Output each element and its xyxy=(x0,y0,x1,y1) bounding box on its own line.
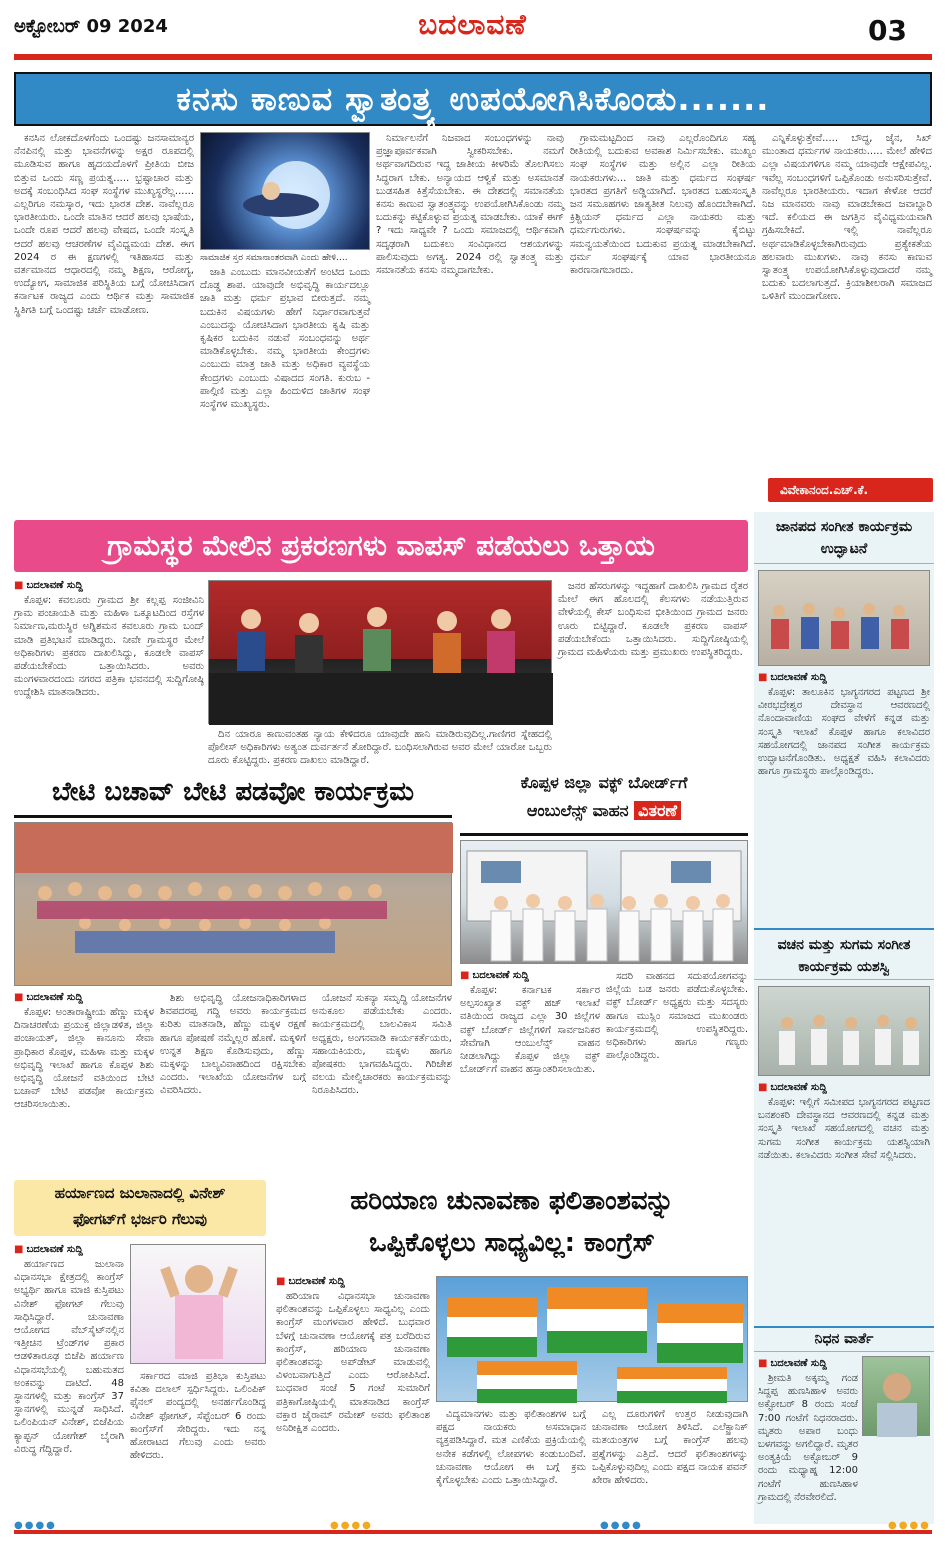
page-number: 03 xyxy=(868,14,907,47)
story5-headline xyxy=(14,1180,266,1236)
sidebar-box1-text-body: ಕೊಪ್ಪಳ: ತಾಲೂಕಿನ ಭಾಗ್ಯನಗರದ ಪಟ್ಟಣದ ಶ್ರೀ ವೀರಭದ್ರೇಶ್ವರ ದೇವಸ್ಥಾನ ಆವರಣದಲ್ಲಿ ನೊಂದಾವಾಣಿಯ ಸಂಘದ ವೇಳೆಗೆ ಕನ್ನಡ ಮತ್ತು ಸಂಸ್ಕೃತಿ ಇಲಾಖೆ ಕೊಪ್ಪಳ ಹಾಗೂ ಕಲಾವಿದರ ಸಹಯೋಗದಲ್ಲಿ ಜಾನಪದ ಸಂಗೀತ ಕಾರ್ಯಕ್ರಮ ಉದ್ಘಾಟನೆಗೊಂಡಿತು. ಅಧ್ಯಕ್ಷತೆ ವಹಿಸಿ ಕಲಾವಿದರು ಹಾಗೂ ಗ್ರಾಮಸ್ಥರು ಪಾಲ್ಗೊಂಡಿದ್ದರು. xyxy=(758,687,930,778)
story5-headline-line2: ಫೋಗಟ್‌ಗೆ ಭರ್ಜರಿ ಗೆಲುವು xyxy=(72,1210,207,1228)
story5-col-1 xyxy=(14,1258,124,1524)
sidebar-box1-byline-text: ಬದಲಾವಣೆ ಸುದ್ದಿ xyxy=(770,672,827,683)
story3-col-2-text: ಶಿಶು ಅಭಿವೃದ್ಧಿ ಯೋಜನಾಧಿಕಾರಿಗಳಾದ ಶಿವಪದರಪ್ಪ ಗದ್ದಿ ಅವರು ಕಾರ್ಯಕ್ರಮದ ಕುರಿತು ಮಾತನಾಡಿ, ಹೆಣ್ಣು ಮಕ್ಕಳ ರಕ್ಷಣೆ ಹಾಗೂ ಪೋಷಣೆ ನಮ್ಮೆಲ್ಲರ ಹೊಣೆ. ಮಕ್ಕಳಿಗೆ ಉನ್ನತ ಶಿಕ್ಷಣ ಕೊಡಿಸುವುದು, ಹೆಣ್ಣು ಮಕ್ಕಳನ್ನು ಬಾಲ್ಯವಿವಾಹದಿಂದ ರಕ್ಷಿಸಬೇಕು ಎಂದರು. ಇಲಾಖೆಯ ಯೋಜನೆಗಳ ಬಗ್ಗೆ ವಿವರಿಸಿದರು. xyxy=(160,993,306,1097)
issue-date: ಅಕ್ಟೋಬರ್ 09 2024 xyxy=(14,16,168,37)
lead-col-1 xyxy=(14,132,194,510)
crowd-illustration-icon xyxy=(15,823,453,987)
sidebar-box2-title: ವಚನ ಮತ್ತು ಸುಗಮ ಸಂಗೀತ ಕಾರ್ಯಕ್ರಮ ಯಶಸ್ವಿ xyxy=(754,928,934,980)
story5-col-2-text: ಸರ್ಕಾರದ ಮಾಜಿ ಪ್ರತಿಭಾ ಕುಸ್ತಿಪಟು ಕವಿತಾ ದಲಾಲ್ ಸ್ಪರ್ಧಿಸಿದ್ದರು. ಒಲಿಂಪಿಕ್ ಫೈನಲ್ ಪಂದ್ಯದಲ್ಲಿ ಅನರ್ಹಗೊಂಡಿದ್ದ ವಿನೇಶ್ ಫೋಗಟ್, ಸೆಪ್ಟೆಂಬರ್ 6 ರಂದು ಕಾಂಗ್ರೆಸ್‌ಗೆ ಸೇರಿದ್ದರು. ಇದು ನನ್ನ ಹೋರಾಟದ ಗೆಲುವು ಎಂದು ಅವರು ಹೇಳಿದರು. xyxy=(130,1371,266,1462)
sidebar-box3-text-body: ಶ್ರೀಮತಿ ಅಕ್ಕಮ್ಮ ಗಂಡ ಸಿದ್ದಪ್ಪ ಹುಣಸಿಹಾಳ ಅವರು ಅಕ್ಟೋಬರ್ 8 ರಂದು ಸಂಜೆ 7:00 ಗಂಟೆಗೆ ನಿಧನರಾದರು. ಮೃತರು ಅಪಾರ ಬಂಧು ಬಳಗವನ್ನು ಅಗಲಿದ್ದಾರೆ. ಮೃತರ ಅಂತ್ಯಕ್ರಿಯೆ ಅಕ್ಟೋಬರ್ 9 ರಂದು ಮಧ್ಯಾಹ್ನ 12:00 ಗಂಟೆಗೆ ಹುಣಸಿಹಾಳ ಗ್ರಾಮದಲ್ಲಿ ನೆರವೇರಲಿದೆ. xyxy=(758,1373,858,1503)
story3-col-3 xyxy=(312,992,452,1168)
author-signature: ವಿವೇಕಾನಂದ.ಎಚ್.ಕೆ. xyxy=(768,478,933,502)
story5-byline-text: ಬದಲಾವಣೆ ಸುದ್ದಿ xyxy=(26,1244,83,1255)
lead-col-4-text: ಗ್ರಾಮಮಟ್ಟದಿಂದ ನಾವು ಎಲ್ಲರೊಂದಿಗೂ ಸಹ್ಯ ರೀತಿಯಲ್ಲಿ ಬದುಕುವ ಅವಕಾಶ ನಿರ್ಮಿಸಬೇಕು. ಮುಖ್ಯಂ ಸಂಘ ಸಂಸ್ಥೆಗಳ ಮತ್ತು ಅಲ್ಲಿನ ಎಲ್ಲಾ ರೀತಿಯ ನಾಯಕರುಗಳು... ಜಾತಿ ಮತ್ತು ಧರ್ಮದ ಸಂಘರ್ಷ ಭಾರತದ ಪ್ರಗತಿಗೆ ಅಡ್ಡಿಯಾಗಿದೆ. ಭಾರತದ ಬಹುಸಂಸ್ಕೃತಿ ಜನ ಸಮೂಹಗಳು ಜಾತ್ಯತೀತ ನಿಲುವು ಹೊಂದಬೇಕಾಗಿದೆ. ಕ್ರಿಶ್ಚಿಯನ್ ಧರ್ಮದ ಎಲ್ಲಾ ನಾಯಕರು ಮತ್ತು ಧರ್ಮಗುರುಗಳು. ಸಂಘರ್ಷವನ್ನು ಕೈಬಿಟ್ಟು ಸಮನ್ವಯತೆಯಿಂದ ಬದುಕುವ ಪ್ರಯತ್ನ ಮಾಡಬೇಕಾಗಿದೆ. ಧರ್ಮ ಸಂಘರ್ಷಕ್ಕೆ ಯಾವ ಭಾರತೀಯನೂ ಕಾರಣನಾಗಬಾರದು. xyxy=(570,133,756,277)
story2-lead-text: ಕೊಪ್ಪಳ: ಕವಲೂರು ಗ್ರಾಮದ ಶ್ರೀ ಕಲ್ಲಪ್ಪ ಸಂಜೀವಿನಿ ಗ್ರಾಮ ಪಂಚಾಯತಿ ಮತ್ತು ಮಹಿಳಾ ಒಕ್ಕೂಟದಿಂದ ರಸ್ತೆಗಳ ನಿರ್ಮಾಣ,ಮರುಸ್ಥಿರ ಅಗ್ನಿಶಮನ ಕವಲೂರು ಗ್ರಾಮ ಬಂದ್ ಮಾಡಿ ಪ್ರತಿಭಟನೆ ಮಾಡಿದ್ದರು. ನೀವೇ ಗ್ರಾಮಸ್ಥರ ಮೇಲೆ ಅಧಿಕಾರಿಗಳು ಪ್ರಕರಣ ದಾಖಲಿಸಿದ್ದು, ಕೂಡಲೇ ವಾಪಸ್ ಪಡೆಯಬೇಕೆಂದು ಒತ್ತಾಯಿಸಿದರು. ಅವರು ಮಂಗಳವಾರದಂದು ನಗರದ ಪತ್ರಿಕಾ ಭವನದಲ್ಲಿ ಸುದ್ದಿಗೋಷ್ಠಿ ಉದ್ದೇಶಿಸಿ ಮಾತನಾಡಿದರು. xyxy=(14,595,204,699)
sidebar-box1-photo xyxy=(758,570,930,666)
story6-byline: ■ ಬದಲಾವಣೆ ಸುದ್ದಿ xyxy=(276,1276,345,1287)
story4-headline xyxy=(460,770,748,836)
story5-byline: ■ ಬದಲಾವಣೆ ಸುದ್ದಿ xyxy=(14,1244,83,1255)
lead-col-4 xyxy=(570,132,756,510)
sidebar-box2-byline-text: ಬದಲಾವಣೆ ಸುದ್ದಿ xyxy=(770,1082,827,1093)
story2-below-photo xyxy=(208,728,552,767)
women-group-illustration-icon xyxy=(209,581,553,725)
story4-photo-ambulance xyxy=(460,840,748,964)
story3-byline: ■ ಬದಲಾವಣೆ ಸುದ್ದಿ xyxy=(14,992,83,1003)
story6-headline xyxy=(276,1180,748,1268)
lead-headline: ಕನಸು ಕಾಣುವ ಸ್ವಾತಂತ್ರ್ಯ ಉಪಯೋಗಿಸಿಕೊಂಡು....... xyxy=(14,72,932,126)
sidebar-box3-byline-text: ಬದಲಾವಣೆ ಸುದ್ದಿ xyxy=(770,1358,827,1369)
sidebar-box3-title: ನಿಧನ ವಾರ್ತೆ xyxy=(754,1326,934,1352)
sidebar-box2-text xyxy=(758,1096,930,1320)
story6-headline-line2: ಒಪ್ಪಿಕೊಳ್ಳಲು ಸಾಧ್ಯವಿಲ್ಲ: ಕಾಂಗ್ರೆಸ್ xyxy=(369,1228,655,1258)
story6-col-1 xyxy=(276,1290,430,1524)
story4-byline: ■ ಬದಲಾವಣೆ ಸುದ್ದಿ xyxy=(460,970,529,981)
newspaper-logo: ಬದಲಾವಣೆ xyxy=(418,8,527,41)
story2-right-col xyxy=(558,580,748,760)
party-flags-illustration-icon xyxy=(437,1277,749,1403)
story5-headline-line1: ಹರ್ಯಾಣದ ಜುಲಾನಾದಲ್ಲಿ ವಿನೇಶ್ xyxy=(54,1184,226,1202)
story4-headline-line1: ಕೊಪ್ಪಳ ಜಿಲ್ಲಾ ವಕ್ಫ್ ಬೋರ್ಡ್‌ಗೆ xyxy=(520,773,688,792)
story2-photo-press-meet xyxy=(208,580,552,724)
portrait-illustration-icon xyxy=(863,1357,931,1437)
story4-headline-highlight: ವಿತರಣೆ xyxy=(634,801,681,820)
person-waving-illustration-icon xyxy=(131,1245,267,1365)
sidebar-box2-byline: ■ ಬದಲಾವಣೆ ಸುದ್ದಿ xyxy=(758,1082,827,1093)
lead-col-2-text: ಜಾತಿ ಎಂಬುದು ಮಾನವೀಯತೆಗೆ ಅಂಟಿದ ಒಂದು ದೊಡ್ಡ ಶಾಪ. ಯಾವುದೇ ಅಭಿವೃದ್ಧಿ ಕಾರ್ಯದಲ್ಲೂ ಜಾತಿ ಮತ್ತು ಧರ್ಮ ಪ್ರಭಾವ ಬೀರುತ್ತದೆ. ನಮ್ಮ ಬದುಕಿನ ವಿಷಯಗಳು ಹೇಗೆ ನಿರ್ಧಾರವಾಗುತ್ತವೆ ಎಂಬುದನ್ನು ಯೋಚಿಸಿದಾಗ ಭಾರತೀಯ ಕೃಷಿ ಮತ್ತು ಕೃಷಿಕರ ಬದುಕಿನ ನಡುವೆ ಸಂಬಂಧವನ್ನು ಅರ್ಥ ಮಾಡಿಕೊಳ್ಳಬೇಕು. ನಮ್ಮ ಭಾರತೀಯ ಕೇಂದ್ರಗಳು ಎಂಬುದು ಮಾತ್ರ ಜಾತಿ ಮತ್ತು ಅಧಿಕಾರ ವ್ಯವಸ್ಥೆಯ ಕೇಂದ್ರಗಳು ಎಂಬುದು ವಿಷಾದದ ಸಂಗತಿ. ಕುರುಬ - ಪಾಲ್ಗಿಣಿ ಮತ್ತು ಎಲ್ಲಾ ಹಿಂದುಳಿದ ಜಾತಿಗಳ ಸಂಘ ಸಂಸ್ಥೆಗಳ ಮುಖ್ಯಸ್ಥರು. xyxy=(200,267,370,411)
header-rule xyxy=(14,54,932,60)
story6-col-2 xyxy=(436,1408,586,1524)
story3-byline-text: ಬದಲಾವಣೆ ಸುದ್ದಿ xyxy=(26,992,83,1003)
ambulance-group-illustration-icon xyxy=(461,841,749,965)
story3-col-2 xyxy=(160,992,306,1168)
lead-col-5-text: ಎನ್ನಿಕೊಳ್ಳುತ್ತೇವೆ..... ಬೌದ್ಧ, ಜೈನ, ಸಿಖ್ ಮುಂತಾದ ಧರ್ಮಗಳ ನಾಯಕರು..... ಮೇಲೆ ಹೇಳಿದ ಎಲ್ಲಾ ವಿಷಯಗಳಿಗೂ ನಮ್ಮ ಯಾವುದೇ ಆಕ್ಷೇಪವಿಲ್ಲ. ಇವೆಲ್ಲ ಸಂಬಂಧಗಳಿಗೆ ಒಪ್ಪಿಕೊಂಡು ಅನುಸರಿಸುತ್ತೇವೆ. ನಾವೆಲ್ಲರೂ ಭಾರತೀಯರು. ಇದಾಗ ಕೇಳೋ ಆದರೆ ನಿಜ ಮಾನವರು ನಾವು ಮಾಡಬೇಕಾದ ಜವಾಬ್ದಾರಿ ಇದೆ. ಕಲಿಯದ ಈ ಜಗತ್ತಿನ ವೈವಿಧ್ಯಮಯವಾಗಿ ಗ್ರಹಿಸಬೇಕಿದೆ. ಇಲ್ಲಿ ನಾವೆಲ್ಲರೂ ಅರ್ಥಮಾಡಿಕೊಳ್ಳಬೇಕಾಗಿರುವುದು ಪ್ರತ್ಯೇಕತೆಯ ಹಲವಾರು ಮುಖಗಳು. ನಾವು ಕನಸು ಕಾಣುವ ಸ್ವಾತಂತ್ರ್ಯ ಉಪಯೋಗಿಸಿಕೊಳ್ಳುವುದಾದರೆ ನಮ್ಮ ಬದುಕು ಬದಲಾಗುತ್ತದೆ. ಕ್ರಿಯಾಶೀಲರಾಗಿ ಸಮಾಜದ ಒಳಿತಿಗೆ ಮುಂದಾಗೋಣ. xyxy=(762,133,932,303)
story2-below-photo-text: ದಿನ ಯಾರೂ ಕಾಣುವಂತಹ ನ್ಯಾಯ ಕೇಳಿದರೂ ಯಾವುದೇ ಹಾನಿ ಮಾಡಿರುವುದಿಲ್ಲ.ಗಾಣಿಗರ ಸ್ನೇಹದಲ್ಲಿ ಪೊಲೀಸ್ ಅಧಿಕಾರಿಗಳು ಅತ್ಯಂತ ದುರ್ವರ್ತನೆ ತೋರಿದ್ದಾರೆ. ಬಂಧಿಸಲಾಗಿರುವ ಅವರ ಮೇಲೆ ಯಾರೋ ಒಬ್ಬರು ದೂರು ಕೊಟ್ಟಿದ್ದರು. ಪ್ರಕರಣ ದಾಖಲು ಮಾಡಿದ್ದಾರೆ. xyxy=(208,729,552,767)
lead-col-1-text: ಕನಸಿನ ಲೋಕದೊಳಗೆಂದು ಒಂದಷ್ಟು ಜನಸಾಮಾನ್ಯರ ನೆನಪಿನಲ್ಲಿ ಮತ್ತು ಭಾವನೆಗಳನ್ನು ಅಕ್ಷರ ರೂಪದಲ್ಲಿ ಮೂಡಿಸುವ ಹಾಗೂ ಹೃದಯದೊಳಗೆ ಪ್ರೀತಿಯ ಬೀಜ ಬಿತ್ತುವ ಒಂದು ಸಣ್ಣ ಪ್ರಯತ್ನ..... ಭ್ರಷ್ಟಾಚಾರ ಮತ್ತು ಅದಕ್ಕೆ ಸಂಬಂಧಿಸಿದ ಸಂಘ ಸಂಸ್ಥೆಗಳ ಮುಖ್ಯಸ್ಥರೆಲ್ಲ...... ಎಲ್ಲರಿಗೂ ನಮಸ್ಕಾರ, ಇದು ಭಾರತ ದೇಶ. ನಾವೆಲ್ಲರೂ ಭಾರತೀಯರು. ಒಂದೇ ಮಾತಿನ ಆದರೆ ಹಲವು ಭಾಷೆಯ, ಒಂದೇ ರೂಪ ಆದರೆ ಹಲವು ವೇಷದ, ಒಂದೇ ಸಂಸ್ಕೃತಿ ಆದರೆ ಹಲವು ಆಚರಣೆಗಳ ವೈವಿಧ್ಯಮಯ ದೇಶ. ಈಗ 2024 ರ ಈ ಕ್ಷಣಗಳಲ್ಲಿ ಇತಿಹಾಸದ ಮತ್ತು ವರ್ತಮಾನದ ಆಧಾರದಲ್ಲಿ ನಮ್ಮ ಶಿಕ್ಷಣ, ಆರೋಗ್ಯ, ಉದ್ಯೋಗ, ಸಾಮಾಜಿಕ ಪರಿಸ್ಥಿತಿಯ ಬಗ್ಗೆ ಯೋಚಿಸಿದಾಗ ಕರ್ನಾಟಕ ರಾಜ್ಯದ ಎಂದು ಆರ್ಥಿಕ ಮತ್ತು ಸಾಮಾಜಿಕ ಸ್ಥಿತಿಗತಿ ಬಗ್ಗೆ ಒಂದಷ್ಟು ಚರ್ಚೆ ಮಾಡೋಣ. xyxy=(14,133,194,316)
story4-headline-line2-wrap xyxy=(460,796,748,826)
story5-photo-vinesh xyxy=(130,1244,266,1364)
story4-col-2 xyxy=(606,970,748,1170)
sidebar-box3-text-top xyxy=(758,1372,858,1503)
music-program-illustration-icon xyxy=(759,987,931,1077)
sidebar-box2-text-body: ಕೊಪ್ಪಳ: ಇಲ್ಲಿಗೆ ಸಮೀಪದ ಭಾಗ್ಯನಗರದ ಪಟ್ಟಣದ ಬನಶಂಕರಿ ದೇವಸ್ಥಾನದ ಆವರಣದಲ್ಲಿ ಕನ್ನಡ ಮತ್ತು ಸಂಸ್ಕೃತಿ ಇಲಾಖೆ ಸಹಯೋಗದಲ್ಲಿ ವಚನ ಮತ್ತು ಸುಗಮ ಸಂಗೀತ ಕಾರ್ಯಕ್ರಮ ಯಶಸ್ವಿಯಾಗಿ ನಡೆಯಿತು. ಕಲಾವಿದರು ಸಂಗೀತ ಸೇವೆ ಸಲ್ಲಿಸಿದರು. xyxy=(758,1097,930,1161)
lead-col-3-text: ನಿರ್ಮಾಲನೆಗೆ ನಿಜವಾದ ಸಂಬಂಧಗಳನ್ನು ನಾವು ಪ್ರಜ್ಞಾಪೂರ್ವಕವಾಗಿ ಸ್ವೀಕರಿಸಬೇಕು. ನಮಗೆ ಅರ್ಥವಾಗದಿರುವ ಇದ್ದ ಜಾತೀಯ ಕೀಳರಿಮೆ ತೊಲಗಿಸಲು ಸಿದ್ಧರಾಗ ಬೇಕು. ಅನ್ಯಾಯದ ಆಳ್ವಿಕೆ ಮತ್ತು ಅಸಮಾನತೆ ಬುಡಸಹಿತ ಕಿತ್ತೆಸೆಯಬೇಕು. ಈ ದೇಶದಲ್ಲಿ ಸಮಾನತೆಯ ಕನಸು ಕಾಣುವ ಸ್ವಾತಂತ್ರ್ಯವನ್ನು ಉಪಯೋಗಿಸಿಕೊಂಡು ನಮ್ಮ ಬದುಕನ್ನು ಕಟ್ಟಿಕೊಳ್ಳುವ ಪ್ರಯತ್ನ ಮಾಡಬೇಕು. ಯಾಕೆ ಈಗ್ ? ಇದು ಸಾಧ್ಯವೇ ? ಒಂದು ಸಮಾಜದಲ್ಲಿ ಆರ್ಥಿಕವಾಗಿ ಸದೃಢರಾಗಿ ಬದುಕಲು ಸಂವಿಧಾನದ ಆಶಯಗಳನ್ನು ಪಾಲಿಸುವುದು ಅಗತ್ಯ. 2024 ರಲ್ಲಿ ಸ್ವಾತಂತ್ರ್ಯ ಮತ್ತು ಸಮಾನತೆಯ ಕನಸು ನಮ್ಮದಾಗಬೇಕು. xyxy=(376,133,564,277)
story2-lead xyxy=(14,594,204,754)
story5-col-1-text: ಹರ್ಯಾಣದ ಜುಲಾನಾ ವಿಧಾನಸಭಾ ಕ್ಷೇತ್ರದಲ್ಲಿ ಕಾಂಗ್ರೆಸ್ ಅಭ್ಯರ್ಥಿ ಹಾಗೂ ಮಾಜಿ ಕುಸ್ತಿಪಟು ವಿನೇಶ್ ಫೋಗಟ್ ಗೆಲುವು ಸಾಧಿಸಿದ್ದಾರೆ. ಚುನಾವಣಾ ಆಯೋಗದ ವೆಬ್‌ಸೈಟ್‌ನಲ್ಲಿನ ಇತ್ತೀಚಿನ ಟ್ರೆಂಡ್‌ಗಳ ಪ್ರಕಾರ ಆಡಳಿತಾರೂಢ ಬಿಜೆಪಿ ಹರ್ಯಾಣ ವಿಧಾನಸಭೆಯಲ್ಲಿ ಬಹುಮತದ ಅಂಕವನ್ನು ದಾಟಿದೆ. 48 ಸ್ಥಾನಗಳಲ್ಲಿ ಮತ್ತು ಕಾಂಗ್ರೆಸ್ 37 ಸ್ಥಾನಗಳಲ್ಲಿ ಮುನ್ನಡೆ ಸಾಧಿಸಿದೆ. ಒಲಿಂಪಿಯನ್ ವಿನೇಶ್, ಬಿಜೆಪಿಯ ಕ್ಯಾಪ್ಟನ್ ಯೋಗೇಶ್ ಬೈರಾಗಿ ವಿರುದ್ಧ ಗೆದ್ದಿದ್ದಾರೆ. xyxy=(14,1259,124,1455)
story3-col-3-text: ಯೋಜನೆ ಸುಕನ್ಯಾ ಸಮೃದ್ಧಿ ಯೋಜನೆಗಳ ಅನುಕೂಲ ಪಡೆಯಬೇಕು ಎಂದರು. ಕಾರ್ಯಕ್ರಮದಲ್ಲಿ ಬಾಲವಿಕಾಸ ಸಮಿತಿ ಅಧ್ಯಕ್ಷರು, ಅಂಗನವಾಡಿ ಕಾರ್ಯಕರ್ತೆಯರು, ಸಹಾಯಕಿಯರು, ಮಕ್ಕಳು ಹಾಗೂ ಪೋಷಕರು ಭಾಗವಹಿಸಿದ್ದರು. ಗಿರಿಜೇಶ ವಲಯ ಮೇಲ್ವಿಚಾರಕರು ಕಾರ್ಯಕ್ರಮವನ್ನು ನಿರೂಪಿಸಿದರು. xyxy=(312,993,452,1097)
story3-col-1 xyxy=(14,1006,154,1168)
story2-byline: ■ ಬದಲಾವಣೆ ಸುದ್ದಿ xyxy=(14,580,83,591)
story6-headline-line1: ಹರಿಯಾಣ ಚುನಾವಣಾ ಫಲಿತಾಂಶವನ್ನು xyxy=(350,1186,674,1216)
lead-col-3 xyxy=(376,132,564,510)
sidebar-box1-byline: ■ ಬದಲಾವಣೆ ಸುದ್ದಿ xyxy=(758,672,827,683)
story5-col-2 xyxy=(130,1370,266,1524)
obituary-photo xyxy=(862,1356,930,1436)
story4-col-2-text: ಸದರಿ ವಾಹನದ ಸದುಪಯೋಗವನ್ನು ಜಿಲ್ಲೆಯ ಬಡ ಜನರು ಪಡೆದುಕೊಳ್ಳಬೇಕು. ವಕ್ಫ್ ಬೋರ್ಡ್ ಅಧ್ಯಕ್ಷರು ಮತ್ತು ಸದಸ್ಯರು ಹಾಗೂ ಮುಸ್ಲಿಂ ಸಮಾಜದ ಮುಖಂಡರು ಕಾರ್ಯಕ್ರಮದಲ್ಲಿ ಉಪಸ್ಥಿತರಿದ್ದರು. ಅಧಿಕಾರಿಗಳು ಹಾಗೂ ಗಣ್ಯರು ಪಾಲ್ಗೊಂಡಿದ್ದರು. xyxy=(606,971,748,1062)
sidebar-box1-text xyxy=(758,686,930,918)
story3-headline: ಬೇಟಿ ಬಚಾವ್ ಬೇಟಿ ಪಡವೋ ಕಾರ್ಯಕ್ರಮ xyxy=(14,770,452,818)
footer-dots-end-icon: ●●●● xyxy=(888,1520,931,1531)
story4-byline-text: ಬದಲಾವಣೆ ಸುದ್ದಿ xyxy=(472,970,529,981)
story6-col-3-text: ಎಲ್ಲ ದೂರುಗಳಿಗೆ ಉತ್ತರ ನೀಡುವುದಾಗಿ ಚುನಾವಣಾ ಆಯೋಗ ತಿಳಿಸಿದೆ. ಎಲೆಕ್ಟ್ರಾನಿಕ್ ಮತಯಂತ್ರಗಳ ಬಗ್ಗೆ ಕಾಂಗ್ರೆಸ್ ಹಲವು ಪ್ರಶ್ನೆಗಳನ್ನು ಎತ್ತಿದೆ. ಆದರೆ ಫಲಿತಾಂಶಗಳನ್ನು ಒಪ್ಪಿಕೊಳ್ಳುವುದಿಲ್ಲ ಎಂದು ಪಕ್ಷದ ನಾಯಕ ಪವನ್ ಖೇರಾ ಹೇಳಿದರು. xyxy=(592,1409,748,1487)
story6-col-1-text: ಹರಿಯಾಣ ವಿಧಾನಸಭಾ ಚುನಾವಣಾ ಫಲಿತಾಂಶವನ್ನು ಒಪ್ಪಿಕೊಳ್ಳಲು ಸಾಧ್ಯವಿಲ್ಲ ಎಂದು ಕಾಂಗ್ರೆಸ್ ಮಂಗಳವಾರ ಹೇಳಿದೆ. ಬುಧವಾರ ಬೆಳಗ್ಗೆ ಚುನಾವಣಾ ಆಯೋಗಕ್ಕೆ ಪತ್ರ ಬರೆದಿರುವ ಕಾಂಗ್ರೆಸ್, ಹರಿಯಾಣ ಚುನಾವಣಾ ಫಲಿತಾಂಶವನ್ನು ಅಪ್‌ಡೇಟ್ ಮಾಡುವಲ್ಲಿ ವಿಳಂಬವಾಗುತ್ತಿದೆ ಎಂದು ಆರೋಪಿಸಿದೆ. ಬುಧವಾರ ಸಂಜೆ 5 ಗಂಟೆ ಸುಮಾರಿಗೆ ಪತ್ರಿಕಾಗೋಷ್ಠಿಯಲ್ಲಿ ಮಾತನಾಡಿದ ಕಾಂಗ್ರೆಸ್ ವಕ್ತಾರ ಜೈರಾಮ್ ರಮೇಶ್ ಅವರು ಫಲಿತಾಂಶ ಅನಿರೀಕ್ಷಿತ ಎಂದರು. xyxy=(276,1291,430,1435)
story6-col-2-text: ವಿದ್ಯಮಾನಗಳು ಮತ್ತು ಫಲಿತಾಂಶಗಳ ಬಗ್ಗೆ ಪಕ್ಷದ ನಾಯಕರು ಅಸಮಾಧಾನ ವ್ಯಕ್ತಪಡಿಸಿದ್ದಾರೆ. ಮತ ಎಣಿಕೆಯ ಪ್ರಕ್ರಿಯೆಯಲ್ಲಿ ಅನೇಕ ಕಡೆಗಳಲ್ಲಿ ಲೋಪಗಳು ಕಂಡುಬಂದಿವೆ. ಚುನಾವಣಾ ಆಯೋಗ ಈ ಬಗ್ಗೆ ಕ್ರಮ ಕೈಗೊಳ್ಳಬೇಕು ಎಂದು ಒತ್ತಾಯಿಸಿದ್ದಾರೆ. xyxy=(436,1409,586,1487)
lead-col-2 xyxy=(200,266,370,510)
story2-right-col-text: ಜನರ ಹೆಸರುಗಳನ್ನು ಇದ್ದಹಾಗೆ ದಾಖಲಿಸಿ ಗ್ರಾಮದ ರೈತರ ಮೇಲೆ ಈಗ ಹೊಲದಲ್ಲಿ ಕೆಲಸಗಳು ನಡೆಯುತ್ತಿರುವ ವೇಳೆಯಲ್ಲಿ ಕೇಸ್ ಬಂಧಿಸುವ ಭೀತಿಯಿಂದ ಗ್ರಾಮದ ಜನರು ಊರು ಬಿಟ್ಟಿದ್ದಾರೆ. ಕೂಡಲೇ ಪ್ರಕರಣ ವಾಪಸ್ ಪಡೆಯಬೇಕೆಂದು ಒತ್ತಾಯಿಸಿದರು. ಸುದ್ದಿಗೋಷ್ಠಿಯಲ್ಲಿ ಗ್ರಾಮದ ಮಹಿಳೆಯರು ಮತ್ತು ಪ್ರಮುಖರು ಉಪಸ್ಥಿತರಿದ್ದರು. xyxy=(558,581,748,659)
footer-rule xyxy=(14,1530,932,1534)
story6-byline-text: ಬದಲಾವಣೆ ಸುದ್ದಿ xyxy=(288,1276,345,1287)
story4-col-1 xyxy=(460,984,600,1170)
story6-col-3 xyxy=(592,1408,748,1524)
footer-dots-center-icon: ●●●● xyxy=(330,1520,373,1531)
story6-photo-congress-flags xyxy=(436,1276,748,1402)
story4-headline-line2: ಆಂಬುಲೆನ್ಸ್ ವಾಹನ xyxy=(526,801,629,820)
lead-photo-caption: ಸಾಮಾಜಿಕ ಸ್ತರ ಸಮಾನಾಂತರವಾಗಿ ಎಂದು ಹೇಳಿ.... xyxy=(200,253,348,263)
moon-illustration-icon xyxy=(201,133,371,251)
folk-music-gathering-illustration-icon xyxy=(759,571,931,667)
story4-col-1-text: ಕೊಪ್ಪಳ: ಕರ್ನಾಟಕ ಸರ್ಕಾರ ಅಲ್ಪಸಂಖ್ಯಾತ ವಕ್ಫ್ ಹಜ್ ಇಲಾಖೆ ವತಿಯಿಂದ ರಾಜ್ಯದ ಎಲ್ಲಾ 30 ಜಿಲ್ಲೆಗಳ ವಕ್ಫ್ ಬೋರ್ಡ್ ಜಿಲ್ಲೆಗಳಿಗೆ ಸಾರ್ವಜನಿಕರ ಸೇವೆಗಾಗಿ ಆಂಬುಲೆನ್ಸ್ ವಾಹನ ನೀಡಲಾಗಿದ್ದು ಕೊಪ್ಪಳ ಜಿಲ್ಲಾ ವಕ್ಫ್ ಬೋರ್ಡ್‌ಗೆ ವಾಹನ ಹಸ್ತಾಂತರಿಸಲಾಯಿತು. xyxy=(460,985,600,1076)
footer-dots-left-icon: ●●●● xyxy=(14,1520,57,1531)
story2-headline: ಗ್ರಾಮಸ್ಥರ ಮೇಲಿನ ಪ್ರಕರಣಗಳು ವಾಪಸ್ ಪಡೆಯಲು ಒತ್ತಾಯ xyxy=(14,520,748,572)
lead-col-5 xyxy=(762,132,932,474)
story3-col-1-text: ಕೊಪ್ಪಳ: ಅಂತಾರಾಷ್ಟ್ರೀಯ ಹೆಣ್ಣು ಮಕ್ಕಳ ದಿನಾಚರಣೆಯ ಪ್ರಯುಕ್ತ ಜಿಲ್ಲಾಡಳಿತ, ಜಿಲ್ಲಾ ಪಂಚಾಯತ್, ಜಿಲ್ಲಾ ಕಾನೂನು ಸೇವಾ ಪ್ರಾಧಿಕಾರ ಕೊಪ್ಪಳ, ಮಹಿಳಾ ಮತ್ತು ಮಕ್ಕಳ ಅಭಿವೃದ್ಧಿ ಇಲಾಖೆ ಹಾಗೂ ಕೊಪ್ಪಳ ಶಿಶು ಅಭಿವೃದ್ಧಿ ಯೋಜನೆ ವತಿಯಿಂದ ಬೇಟಿ ಬಚಾವ್ ಬೇಟಿ ಪಡವೋ ಕಾರ್ಯಕ್ರಮ ಆಚರಿಸಲಾಯಿತು. xyxy=(14,1007,154,1111)
sidebar-box3-byline: ■ ಬದಲಾವಣೆ ಸುದ್ದಿ xyxy=(758,1358,827,1369)
lead-photo-dreaming-child xyxy=(200,132,370,250)
story3-photo-group xyxy=(14,822,452,986)
story2-byline-text: ಬದಲಾವಣೆ ಸುದ್ದಿ xyxy=(26,580,83,591)
sidebar-box2-photo xyxy=(758,986,930,1076)
footer-dots-right-icon: ●●●● xyxy=(600,1520,643,1531)
sidebar-box1-title: ಜಾನಪದ ಸಂಗೀತ ಕಾರ್ಯಕ್ರಮ ಉದ್ಘಾಟನೆ xyxy=(754,512,934,564)
